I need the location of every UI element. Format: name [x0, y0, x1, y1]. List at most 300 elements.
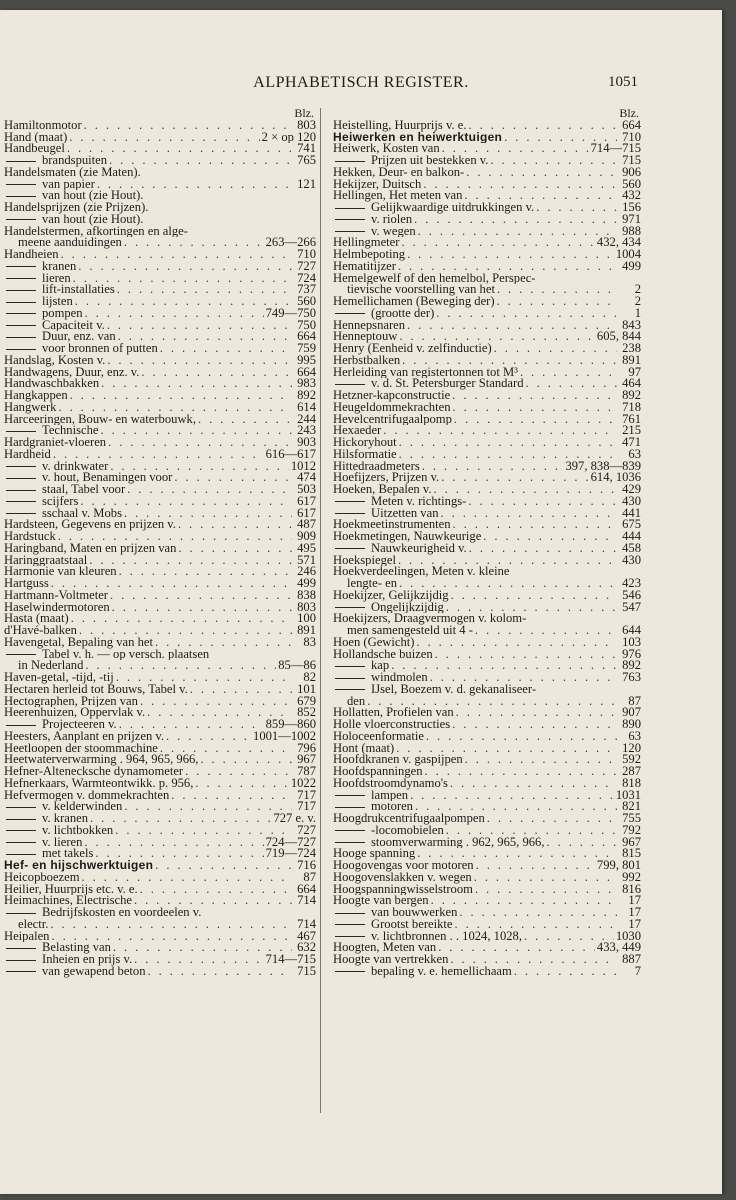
entry-term: Heimachines, Electrische — [4, 895, 132, 907]
entry-page-ref: 547 — [622, 601, 641, 614]
entry-page-ref: 763 — [622, 672, 641, 684]
entry-page-ref: 967 — [297, 754, 316, 766]
index-entry — [333, 813, 641, 825]
dot-leader — [195, 778, 288, 790]
entry-page-ref: 1004 — [615, 249, 641, 261]
entry-term: Handbeugel — [4, 143, 65, 155]
entry-term: Hellingen, Het meten van — [333, 190, 463, 202]
index-entry — [4, 261, 316, 273]
index-entry — [4, 249, 316, 261]
dot-leader — [490, 155, 617, 167]
index-entry — [333, 343, 641, 355]
entry-page-ref: 83 — [303, 636, 316, 649]
index-entry — [4, 167, 316, 179]
entry-page-ref: 441 — [622, 507, 641, 520]
entry-page-ref: 560 — [297, 296, 316, 308]
dot-leader — [51, 931, 292, 943]
entry-page-ref: 821 — [622, 801, 641, 813]
index-entry — [4, 895, 316, 907]
index-entry — [4, 672, 316, 684]
entry-term: Havengetal, Bepaling van het — [4, 636, 153, 649]
dot-leader — [174, 472, 292, 484]
entry-page-ref: 749—750 — [265, 307, 316, 320]
dot-leader — [398, 261, 617, 273]
entry-term: Ongelijkzijdig — [333, 602, 444, 614]
dot-leader — [79, 625, 292, 637]
dot-leader — [134, 895, 292, 907]
dot-leader — [402, 355, 617, 367]
entry-term: Hoefijzers, Prijzen v. — [333, 472, 440, 484]
dot-leader — [524, 931, 614, 943]
entry-term: Hoekmeetinstrumenten — [333, 519, 451, 531]
entry-term: van gewapend beton — [4, 966, 146, 978]
index-entry — [333, 672, 641, 684]
index-entry — [333, 966, 641, 978]
dot-leader — [166, 731, 251, 743]
dot-leader — [178, 519, 292, 531]
dot-leader — [124, 801, 292, 813]
entry-term: lijsten — [4, 296, 73, 308]
entry-page-ref: 63 — [628, 448, 641, 461]
entry-page-ref: 716 — [297, 860, 316, 872]
entry-page-ref: 215 — [622, 425, 641, 437]
entry-page-ref: 755 — [622, 813, 641, 825]
entry-page-ref: 499 — [297, 578, 316, 590]
entry-page-ref: 487 — [297, 519, 316, 531]
dot-leader — [113, 942, 292, 954]
index-entry — [4, 731, 316, 743]
index-entry — [333, 555, 641, 567]
entry-page-ref: 87 — [303, 871, 316, 884]
dot-leader — [476, 860, 595, 872]
dot-leader — [536, 202, 617, 214]
index-entry — [4, 637, 316, 649]
index-entry — [333, 543, 641, 555]
dot-leader — [95, 848, 263, 860]
entry-page-ref: 714—715 — [265, 954, 316, 966]
entry-page-ref: 715 — [622, 155, 641, 167]
entry-term: Holoceenformatie — [333, 730, 424, 743]
dot-leader — [483, 531, 617, 543]
entry-page-ref: 664 — [297, 883, 316, 896]
dot-leader — [441, 472, 588, 484]
entry-term: van papier — [4, 179, 95, 191]
dot-leader — [73, 273, 292, 285]
entry-term: Haselwindermotoren — [4, 601, 110, 614]
index-entry — [4, 414, 316, 426]
dot-leader — [475, 625, 617, 637]
entry-term: Hellingmeter — [333, 237, 400, 249]
entry-page-ref: 464 — [622, 378, 641, 390]
entry-page-ref: 714 — [297, 918, 316, 931]
dot-leader — [454, 919, 617, 931]
entry-term: Hoofdkranen v. gaspijpen — [333, 754, 463, 766]
entry-term: v. hout, Benamingen voor — [4, 472, 172, 484]
dot-leader — [401, 237, 594, 249]
index-entry — [4, 766, 316, 778]
index-entry — [4, 190, 316, 202]
entry-term: Hamiltonmotor — [4, 119, 82, 132]
dot-leader — [200, 754, 292, 766]
entry-term: Projecteeren v. — [4, 719, 117, 731]
dot-leader — [140, 696, 292, 708]
entry-page-ref: 467 — [297, 930, 316, 943]
dot-leader — [118, 331, 292, 343]
entry-term: Technische — [4, 425, 98, 437]
index-entry — [4, 308, 316, 320]
index-entry — [4, 367, 316, 379]
dot-leader — [198, 414, 292, 426]
entry-term: Hoogovengas voor motoren — [333, 860, 474, 872]
entry-term: Holle vloerconstructies — [333, 719, 451, 731]
entry-term: Handelsprijzen (zie Prijzen). — [4, 202, 149, 214]
index-entry — [333, 754, 641, 766]
entry-page-ref: 724—727 — [265, 836, 316, 849]
dot-leader — [426, 731, 617, 743]
entry-page-ref: 664 — [297, 331, 316, 343]
entry-term: in Nederland — [18, 660, 84, 672]
dot-leader — [422, 461, 564, 473]
entry-page-ref: 644 — [622, 625, 641, 637]
dot-leader — [116, 672, 292, 684]
entry-page-ref: 546 — [622, 589, 641, 602]
index-entry — [333, 308, 641, 320]
dot-leader — [134, 954, 264, 966]
dot-leader — [58, 402, 292, 414]
entry-term: Hickoryhout — [333, 437, 397, 449]
entry-term: Hont (maat) — [333, 742, 395, 755]
index-entry — [333, 942, 641, 954]
index-entry — [4, 179, 316, 191]
index-entry — [333, 378, 641, 390]
index-entry — [4, 508, 316, 520]
entry-page-ref: 2 — [634, 284, 641, 296]
entry-term: Heistelling, Huurprijs v. e. — [333, 119, 467, 132]
dot-leader — [101, 378, 292, 390]
entry-page-ref: 727 — [297, 260, 316, 273]
entry-page-ref: 983 — [297, 378, 316, 390]
index-entry — [4, 942, 316, 954]
index-entry — [4, 848, 316, 860]
dot-leader — [425, 766, 617, 778]
dot-leader — [178, 543, 292, 555]
dot-leader — [84, 837, 263, 849]
index-entry — [333, 590, 641, 602]
entry-page-ref: 474 — [297, 472, 316, 484]
entry-term: Hekijzer, Duitsch — [333, 178, 422, 191]
dot-leader — [100, 425, 292, 437]
entry-page-ref: 471 — [622, 437, 641, 449]
entry-term: Hartguss — [4, 578, 49, 590]
entry-page-ref: 2 — [634, 296, 641, 308]
entry-page-ref: 664 — [622, 119, 641, 132]
dot-leader — [85, 308, 264, 320]
index-entry — [4, 214, 316, 226]
entry-term: v. kranen — [4, 813, 88, 825]
index-entry — [4, 425, 316, 437]
index-entry — [333, 190, 641, 202]
dot-leader — [80, 496, 292, 508]
entry-term: v. drinkwater — [4, 461, 108, 473]
entry-term: Heesters, Aanplant en prijzen v. — [4, 730, 165, 743]
dot-leader — [465, 754, 617, 766]
index-entry — [4, 496, 316, 508]
dot-leader — [399, 331, 595, 343]
entry-term: Heilier, Huurprijs etc. v. e. — [4, 883, 138, 896]
index-entry — [4, 860, 316, 872]
entry-page-ref: 995 — [297, 354, 316, 367]
entry-term: sschaal v. Mobs — [4, 508, 122, 520]
entry-page-ref: 429 — [622, 484, 641, 496]
dot-leader — [417, 848, 617, 860]
entry-page-ref: 761 — [622, 413, 641, 426]
index-entry — [333, 143, 641, 155]
entry-term: Prijzen uit bestekken v. — [333, 155, 488, 167]
dot-leader — [423, 179, 617, 191]
dot-leader — [497, 284, 617, 296]
dot-leader — [117, 284, 292, 296]
dot-leader — [459, 907, 617, 919]
entry-page-ref: 988 — [622, 225, 641, 238]
entry-page-ref: 891 — [622, 354, 641, 367]
entry-term: Uitzetten van — [333, 508, 439, 520]
entry-page-ref: 838 — [297, 589, 316, 602]
dot-leader — [58, 531, 292, 543]
right-column — [333, 108, 641, 978]
index-entry — [4, 132, 316, 144]
dot-leader — [434, 484, 618, 496]
index-entry — [333, 484, 641, 496]
dot-leader — [442, 143, 589, 155]
entry-page-ref: 992 — [622, 871, 641, 884]
index-entry — [333, 790, 641, 802]
entry-term: Hexaeder — [333, 425, 382, 437]
index-entry — [4, 284, 316, 296]
dot-leader — [115, 825, 292, 837]
dot-leader — [69, 132, 259, 144]
entry-term: tievische voorstelling van het — [347, 284, 495, 296]
entry-term: Hollatten, Profielen van — [333, 707, 454, 719]
index-entry — [4, 484, 316, 496]
dot-leader — [475, 884, 617, 896]
dot-leader — [438, 942, 595, 954]
entry-term: Hemellichamen (Beweging der) — [333, 296, 495, 308]
entry-term: Belasting van — [4, 942, 111, 954]
entry-term: Hardstuck — [4, 531, 56, 543]
entry-term: Hemelgewelf of den hemelbol, Perspec- — [333, 272, 536, 285]
entry-term: Hectographen, Prijzen van — [4, 695, 138, 708]
dot-leader — [456, 707, 617, 719]
entry-term: Hardgraniet-vloeren — [4, 437, 107, 449]
index-entry — [4, 555, 316, 567]
dot-leader — [61, 249, 292, 261]
entry-term: Hangwerk — [4, 401, 57, 414]
entry-page-ref: 1022 — [290, 777, 316, 790]
dot-leader — [160, 343, 292, 355]
index-entry — [333, 860, 641, 872]
entry-term: brandspuiten — [4, 155, 107, 167]
entry-term: bepaling v. e. hemellichaam — [333, 966, 512, 978]
entry-term: Hoofdspanningen — [333, 766, 423, 778]
entry-page-ref: 1 — [634, 307, 641, 320]
entry-page-ref: 890 — [622, 719, 641, 731]
index-entry — [333, 895, 641, 907]
entry-page-ref: 717 — [297, 801, 316, 813]
entry-term: electr. — [18, 918, 49, 931]
entry-page-ref: 17 — [628, 895, 641, 907]
dot-leader — [504, 132, 617, 144]
dot-leader — [468, 496, 617, 508]
dot-leader — [89, 555, 292, 567]
entry-term: Handelsmaten (zie Maten). — [4, 166, 141, 179]
index-entry — [333, 602, 641, 614]
entry-term: Hilsformatie — [333, 448, 397, 461]
index-entry — [333, 907, 641, 919]
entry-term: Heipalen — [4, 930, 50, 943]
index-entry — [4, 543, 316, 555]
dot-leader — [171, 790, 292, 802]
entry-page-ref: 430 — [622, 495, 641, 508]
entry-term: Meten v. richtings- — [333, 496, 466, 508]
entry-page-ref: 458 — [622, 542, 641, 555]
index-entry — [4, 743, 316, 755]
entry-term: Hoeken, Bepalen v. — [333, 484, 432, 496]
entry-page-ref: 156 — [622, 202, 641, 214]
entry-term: Helmbepoting — [333, 249, 406, 261]
dot-leader — [383, 425, 617, 437]
dot-leader — [469, 120, 618, 132]
entry-term: v. lichtbronnen . . 1024, 1028, — [333, 931, 522, 943]
index-entry — [4, 590, 316, 602]
entry-page-ref: 664 — [297, 366, 316, 379]
dot-leader — [127, 484, 292, 496]
dot-leader — [108, 437, 292, 449]
entry-term: Hoekmetingen, Nauwkeurige — [333, 531, 482, 543]
index-entry — [333, 414, 641, 426]
dot-leader — [155, 637, 292, 649]
dot-leader — [446, 602, 617, 614]
entry-page-ref: 1001—1002 — [253, 730, 316, 743]
index-entry — [333, 719, 641, 731]
entry-term: v. lichtbokken — [4, 825, 113, 837]
entry-page-ref: 238 — [622, 343, 641, 355]
entry-term: Hetzner-kapconstructie — [333, 390, 451, 402]
index-entry — [333, 613, 641, 625]
entry-term: staal, Tabel voor — [4, 484, 125, 496]
entry-page-ref: 843 — [622, 319, 641, 332]
dot-leader — [451, 590, 617, 602]
index-entry — [333, 801, 641, 813]
dot-leader — [453, 519, 617, 531]
index-entry — [4, 226, 316, 238]
index-entry — [333, 449, 641, 461]
entry-term: Hevelcentrifugaalpomp — [333, 413, 452, 426]
entry-page-ref: 765 — [297, 155, 316, 167]
entry-term: Haringband, Maten en prijzen van — [4, 542, 177, 555]
entry-page-ref: 82 — [303, 672, 316, 684]
entry-term: lampen — [333, 790, 408, 802]
index-entry — [4, 402, 316, 414]
entry-term: Harceeringen, Bouw- en waterbouwk, — [4, 413, 196, 426]
index-entry — [4, 872, 316, 884]
dot-leader — [112, 602, 292, 614]
index-entry — [4, 578, 316, 590]
entry-term: Heetwaterverwarming . 964, 965, 966, — [4, 754, 199, 766]
dot-leader — [155, 860, 292, 872]
entry-term: v. d. St. Petersburger Standard — [333, 378, 524, 390]
dot-leader — [474, 872, 617, 884]
entry-term: Hartmann-Voltmeter — [4, 589, 108, 602]
index-entry — [333, 214, 641, 226]
dot-leader — [97, 179, 292, 191]
entry-page-ref: 100 — [297, 613, 316, 625]
dot-leader — [453, 402, 618, 414]
entry-page-ref: 710 — [297, 249, 316, 261]
index-entry — [4, 296, 316, 308]
entry-term: Handwaschbakken — [4, 378, 100, 390]
index-entry — [4, 531, 316, 543]
entry-term: Haven-getal, -tijd, -tij — [4, 672, 114, 684]
dot-leader — [67, 143, 292, 155]
entry-term: Hoogten, Meten van — [333, 942, 437, 954]
entry-page-ref: 892 — [297, 390, 316, 402]
dot-leader — [71, 613, 292, 625]
dot-leader — [418, 226, 617, 238]
dot-leader — [119, 566, 292, 578]
dot-leader — [110, 590, 292, 602]
dot-leader — [398, 555, 617, 567]
entry-page-ref: 892 — [622, 390, 641, 402]
dot-leader — [431, 895, 617, 907]
dot-leader — [446, 825, 617, 837]
entry-page-ref: 909 — [297, 531, 316, 543]
entry-term: Hittedraadmeters — [333, 460, 420, 473]
entry-page-ref: 397, 838—839 — [565, 460, 641, 473]
entry-term: (grootte der) — [333, 308, 434, 320]
entry-term: den — [347, 695, 366, 708]
index-entry — [4, 343, 316, 355]
dot-leader — [469, 543, 617, 555]
entry-term: v. lieren — [4, 837, 82, 849]
dot-leader — [84, 120, 292, 132]
entry-page-ref: 503 — [297, 484, 316, 496]
dot-leader — [85, 660, 276, 672]
entry-page-ref: 103 — [622, 636, 641, 649]
entry-page-ref: 499 — [622, 260, 641, 273]
entry-page-ref: 120 — [622, 742, 641, 755]
index-entry — [4, 331, 316, 343]
index-entry — [333, 954, 641, 966]
index-entry — [333, 425, 641, 437]
entry-term: d'Havé-balken — [4, 625, 77, 637]
index-entry — [4, 684, 316, 696]
entry-page-ref: 121 — [297, 178, 316, 191]
index-entry — [4, 837, 316, 849]
running-title: ALPHABETISCH REGISTER. — [253, 74, 469, 91]
index-entry — [333, 202, 641, 214]
entry-page-ref: 796 — [297, 742, 316, 755]
entry-term: Hollandsche buizen — [333, 648, 433, 661]
entry-term: scijfers — [4, 496, 78, 508]
index-entry — [4, 202, 316, 214]
entry-page-ref: 759 — [297, 343, 316, 355]
entry-term: Herbstbalken — [333, 354, 401, 367]
entry-term: Heiwerken en heiwerktuigen — [333, 131, 503, 144]
index-entry — [333, 778, 641, 790]
blz-label: Blz. — [619, 106, 639, 120]
dot-leader — [520, 367, 617, 379]
entry-page-ref: 852 — [297, 707, 316, 719]
